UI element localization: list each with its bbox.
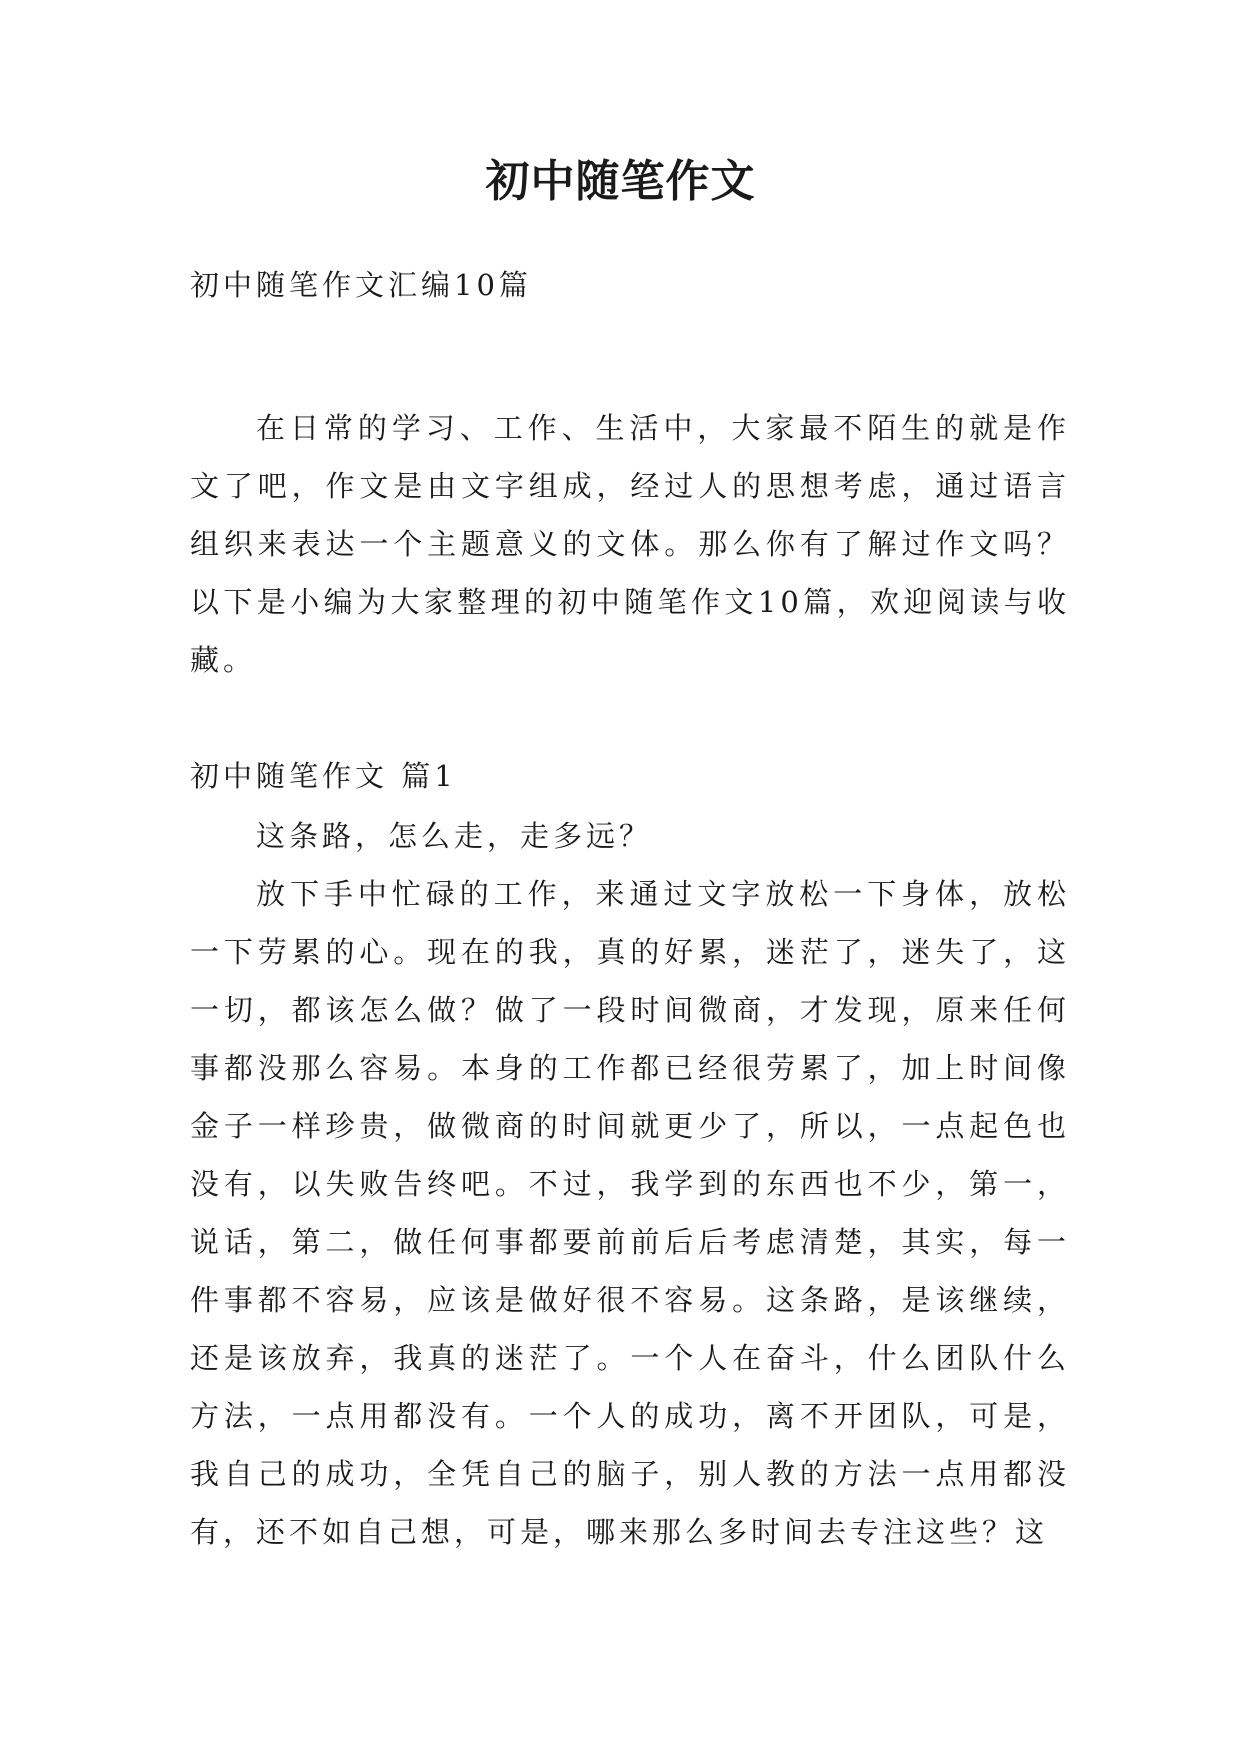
intro-paragraph: 在日常的学习、工作、生活中，大家最不陌生的就是作文了吧，作文是由文字组成，经过人的思想考虑，通过语言组织来表达一个主题意义的文体。那么你有了解过作文吗？以下是小编为大家整理的初中随笔作文10篇，欢迎阅读与收藏。 [190, 411, 1070, 677]
section-body [190, 807, 1070, 1561]
document-subtitle: 初中随笔作文汇编10篇 [190, 268, 532, 302]
document-title: 初中随笔作文 [485, 156, 756, 207]
section-paragraph: 放下手中忙碌的工作，来通过文字放松一下身体，放松一下劳累的心。现在的我，真的好累，迷茫了，迷失了，这一切，都该怎么做？做了一段时间微商，才发现，原来任何事都没那么容易。本身的工作都已经很劳累了，加上时间像金子一样珍贵，做微商的时间就更少了，所以，一点起色也没有，以失败告终吧。不过，我学到的东西也不少，第一，说话，第二，做任何事都要前前后后考虑清楚，其实，每一件事都不容易，应该是做好很不容易。这条路，是该继续，还是该放弃，我真的迷茫了。一个人在奋斗，什么团队什么方法，一点用都没有。一个人的成功，离不开团队，可是，我自己的成功，全凭自己的脑子，别人教的方法一点用都没有，还不如自己想，可是，哪来那么多时间去专注这些？这 [190, 877, 1070, 1549]
section-paragraph: 这条路，怎么走，走多远？ [256, 819, 653, 853]
section-heading: 初中随笔作文 篇1 [190, 759, 457, 793]
